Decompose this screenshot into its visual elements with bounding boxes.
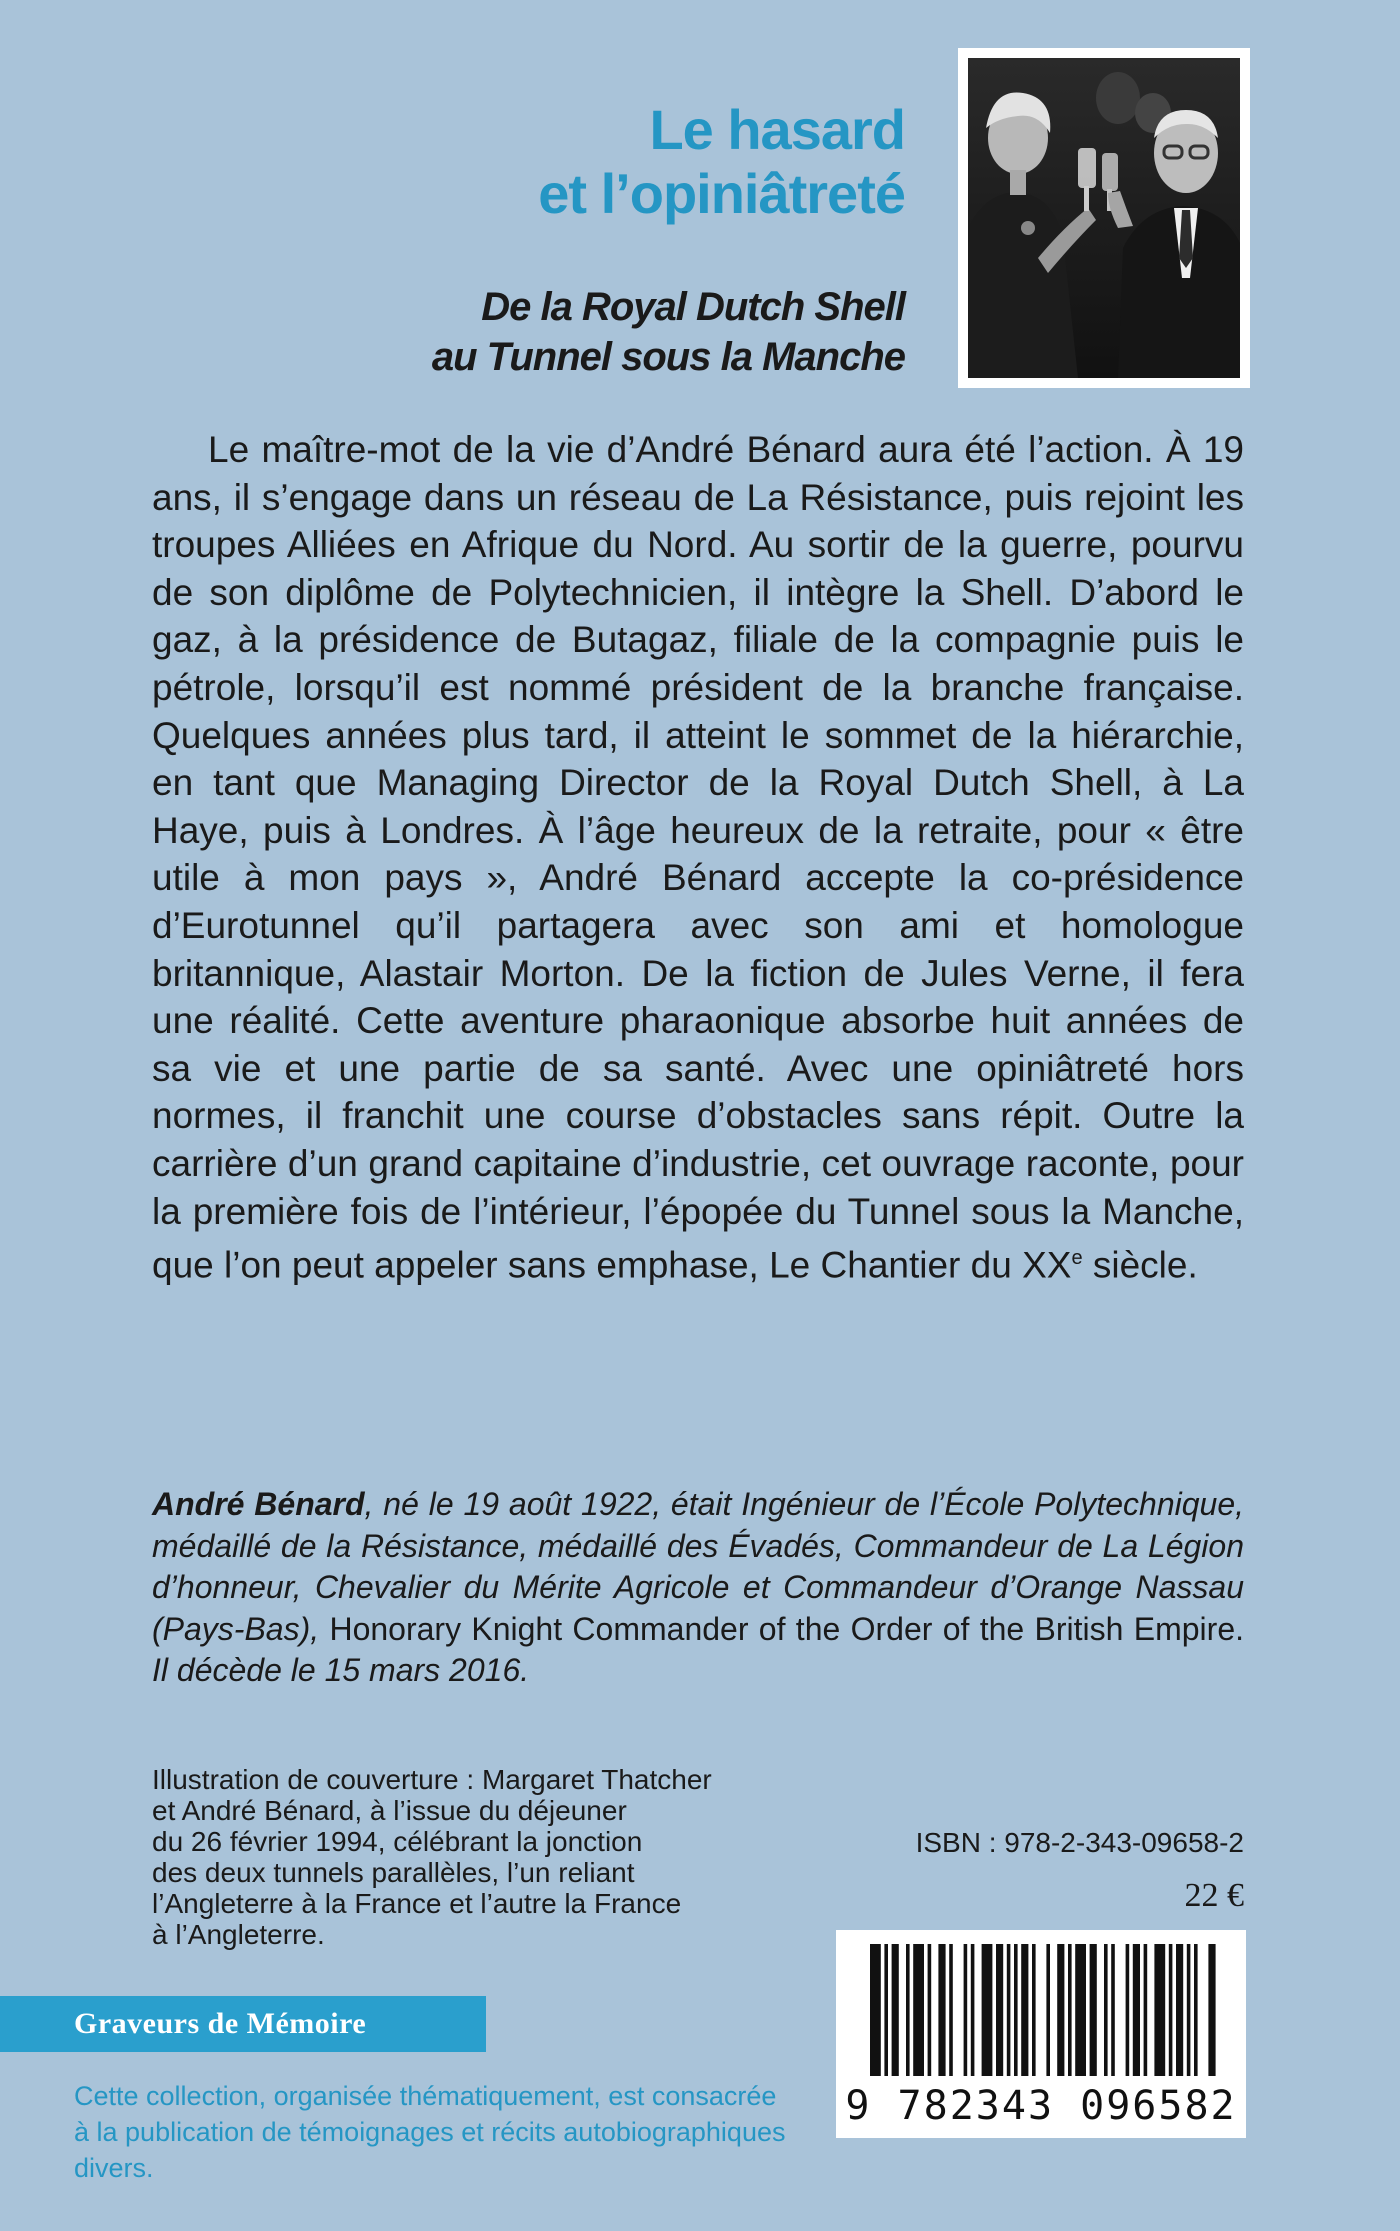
author-bio-ending: Il décède le 15 mars 2016. — [152, 1652, 530, 1688]
barcode-bar — [1133, 1944, 1140, 2076]
book-subtitle-line-2: au Tunnel sous la Manche — [431, 335, 905, 379]
series-band — [0, 1996, 486, 2052]
barcode-bar — [1090, 1944, 1097, 2076]
isbn-number: ISBN : 978-2-343-09658-2 — [915, 1827, 1244, 1858]
caption-line: du 26 février 1994, célébrant la jonction — [152, 1826, 643, 1857]
caption-line: et André Bénard, à l’issue du déjeuner — [152, 1795, 627, 1826]
barcode-bar — [913, 1944, 924, 2076]
caption-line: à l’Angleterre. — [152, 1919, 325, 1950]
barcode-bar — [971, 1944, 975, 2076]
cover-photo-image — [968, 58, 1240, 378]
barcode-bar — [1111, 1944, 1115, 2076]
caption-line: des deux tunnels parallèles, l’un reliant — [152, 1857, 635, 1888]
barcode-bar — [1194, 1944, 1198, 2076]
barcode-bar — [1032, 1944, 1036, 2076]
barcode-bar — [1068, 1944, 1072, 2076]
series-description — [74, 2078, 814, 2186]
price-label: 22 € — [1184, 1877, 1244, 1914]
caption-line: l’Angleterre à la France et l’autre la France — [152, 1888, 682, 1919]
author-bio — [152, 1484, 1244, 1692]
barcode-bar — [1126, 1944, 1130, 2076]
book-title — [538, 98, 905, 226]
book-subtitle — [432, 282, 905, 382]
summary-superscript: e — [1071, 1247, 1083, 1270]
barcode-bar — [928, 1944, 932, 2076]
barcode-bar — [906, 1944, 910, 2076]
cover-photo — [958, 48, 1250, 388]
barcode-bar — [964, 1944, 968, 2076]
series-description-line: Cette collection, organisée thématiquement, est consacrée — [74, 2081, 777, 2111]
barcode-bar — [949, 1944, 953, 2076]
barcode-bar — [938, 1944, 945, 2076]
book-title-line-2: et l’opiniâtreté — [538, 162, 905, 225]
barcode-digits: 9 782343 096582 — [845, 2083, 1237, 2129]
barcode-bar — [1144, 1944, 1148, 2076]
book-subtitle-line-1: De la Royal Dutch Shell — [481, 285, 905, 329]
barcode-bar — [1075, 1944, 1086, 2076]
barcode-bar — [1046, 1944, 1050, 2076]
author-bio-italic: , né le 19 août 1922, était Ingénieur de l’École Polytechnique, médaillé de la Résistance, médaillé des Évadés, Commandeur de La Légion d’honneur, Chevalier du Mérite Agricole et Commandeur d’Orange Nassau (Pays-Bas), — [152, 1486, 1245, 1647]
barcode-bar — [1104, 1944, 1108, 2076]
barcode-bar — [1007, 1944, 1011, 2076]
barcode-bar — [1187, 1944, 1191, 2076]
barcode-bar — [1176, 1944, 1183, 2076]
author-bio-roman: Honorary Knight Commander of the Order of the British Empire. — [319, 1610, 1244, 1647]
barcode — [836, 1930, 1246, 2138]
back-cover-summary — [152, 426, 1244, 1289]
barcode-bar — [996, 1944, 1003, 2076]
caption-line: Illustration de couverture : Margaret Thatcher — [152, 1764, 712, 1795]
summary-text: Le maître-mot de la vie d’André Bénard aura été l’action. À 19 ans, il s’engage dans un réseau de La Résistance, puis rejoint les troupes Alliées en Afrique du Nord. Au sortir de la guerre, pourvu de son diplôme de Polytechnicien, il intègre la Shell. D’abord le gaz, à la présidence de Butagaz, filiale de la compagnie puis le pétrole, lorsqu’il est nommé président de la branche française. Quelques années plus tard, il atteint le sommet de la hiérarchie, en tant que Managing Director de la Royal Dutch Shell, à La Haye, puis à Londres. À l’âge heureux de la retraite, pour « être utile à mon pays », André Bénard accepte la co-présidence d’Eurotunnel qu’il partagera avec son ami et homologue britannique, Alastair Morton. De la fiction de Jules Verne, il fera une réalité. Cette aventure pharaonique absorbe huit années de sa vie et une partie de sa santé. Avec une opiniâtreté hors normes, il franchit une course d’obstacles sans répit. Outre la carrière d’un grand capitaine d’industrie, cet ouvrage raconte, pour la première fois de l’intérieur, l’épopée du Tunnel sous la Manche, que l’on peut appeler sans emphase, Le Chantier du XX — [152, 429, 1244, 1286]
barcode-bar — [1208, 1944, 1215, 2076]
barcode-bar — [1021, 1944, 1028, 2076]
barcode-bar — [870, 1944, 881, 2076]
barcode-bar — [1169, 1944, 1173, 2076]
barcode-bar — [982, 1944, 993, 2076]
barcode-bar — [1057, 1944, 1064, 2076]
barcode-bar — [1014, 1944, 1018, 2076]
barcode-bar — [884, 1944, 888, 2076]
barcode-bar — [892, 1944, 899, 2076]
cover-illustration-caption — [152, 1764, 772, 1950]
barcode-bar — [1154, 1944, 1165, 2076]
series-name: Graveurs de Mémoire — [74, 2007, 367, 2040]
series-description-line: à la publication de témoignages et récits autobiographiques divers. — [74, 2117, 786, 2183]
book-title-line-1: Le hasard — [649, 98, 905, 161]
summary-text-end: siècle. — [1082, 1244, 1198, 1286]
author-name: André Bénard — [152, 1486, 365, 1522]
